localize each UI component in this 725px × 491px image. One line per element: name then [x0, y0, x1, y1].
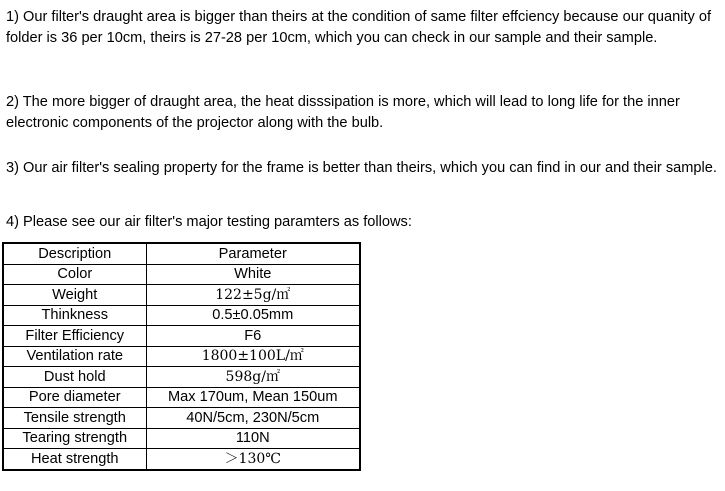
row-parameter: 110N: [146, 428, 360, 449]
row-parameter: 1800±100L/㎡: [146, 346, 360, 367]
paragraph-3: 3) Our air filter's sealing property for the frame is better than theirs, which you can find in our and their sample.: [6, 160, 717, 176]
table-row: [3, 449, 360, 470]
table-row: [3, 367, 360, 388]
row-description: Thinkness: [3, 305, 146, 326]
row-description: Color: [3, 264, 146, 285]
row-parameter: 122±5g/㎡: [146, 285, 360, 306]
row-description: Filter Efficiency: [3, 326, 146, 347]
table-row: [3, 428, 360, 449]
paragraph-4: 4) Please see our air filter's major testing paramters as follows:: [6, 214, 412, 230]
row-parameter: 0.5±0.05mm: [146, 305, 360, 326]
parameters-table: [2, 242, 361, 471]
row-parameter: 40N/5cm, 230N/5cm: [146, 408, 360, 429]
row-description: Pore diameter: [3, 387, 146, 408]
table-row: [3, 264, 360, 285]
header-description: Description: [3, 243, 146, 264]
row-parameter: White: [146, 264, 360, 285]
row-parameter: Max 170um, Mean 150um: [146, 387, 360, 408]
table-row: [3, 285, 360, 306]
table-row: [3, 346, 360, 367]
row-description: Ventilation rate: [3, 346, 146, 367]
row-description: Weight: [3, 285, 146, 306]
table-row: [3, 387, 360, 408]
row-description: Heat strength: [3, 449, 146, 470]
paragraph-2: 2) The more bigger of draught area, the heat disssipation is more, which will lead to long life for the inner electronic components of the projector along with the bulb.: [6, 94, 680, 131]
row-description: Dust hold: [3, 367, 146, 388]
table-row: [3, 305, 360, 326]
row-parameter: ＞130℃: [146, 449, 360, 470]
header-parameter: Parameter: [146, 243, 360, 264]
paragraph-1: 1) Our filter's draught area is bigger than theirs at the condition of same filter effciency because our quanity of folder is 36 per 10cm, theirs is 27-28 per 10cm, which you can check in our sample and their sample.: [6, 9, 712, 46]
row-parameter: 598g/㎡: [146, 367, 360, 388]
row-description: Tensile strength: [3, 408, 146, 429]
table-row: [3, 326, 360, 347]
row-description: Tearing strength: [3, 428, 146, 449]
table-row: [3, 408, 360, 429]
row-parameter: F6: [146, 326, 360, 347]
table-header-row: [3, 243, 360, 264]
